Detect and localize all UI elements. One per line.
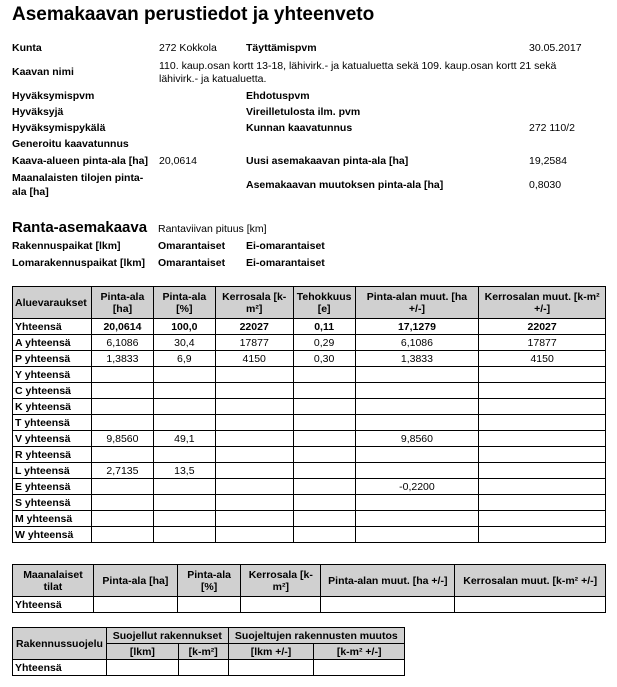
header-maanal-kerrosala: Kerrosala [k-m²] [241, 565, 321, 597]
row-label: L yhteensä [13, 463, 92, 479]
table-cell: 17,1279 [355, 319, 479, 335]
kaavan-nimi-line2: lähivirk.- ja katualuetta. [159, 73, 267, 85]
table-cell [479, 495, 606, 511]
rakennussuojelu-table [12, 627, 405, 676]
table-cell [215, 463, 293, 479]
table-cell [91, 495, 153, 511]
table-cell: 6,9 [153, 351, 215, 367]
kaavan-nimi-label: Kaavan nimi [12, 66, 74, 78]
table-cell [241, 597, 321, 613]
table-cell [314, 660, 405, 676]
table-cell [91, 527, 153, 543]
maanalaiset-table [12, 564, 606, 613]
hyvaksyja-label: Hyväksyjä [12, 106, 64, 118]
header-pinta-ala-ha: Pinta-ala [ha] [91, 287, 153, 319]
table-row [13, 335, 606, 351]
table-cell [293, 527, 355, 543]
hyvaksymispykala-label: Hyväksymispykälä [12, 122, 106, 134]
table-cell [153, 399, 215, 415]
row-label: P yhteensä [13, 351, 92, 367]
table-cell [91, 479, 153, 495]
vireilletulo-label: Vireilletulosta ilm. pvm [246, 106, 361, 118]
kaava-alueen-pinta-ala-value: 20,0614 [159, 155, 197, 167]
table-cell: 17877 [215, 335, 293, 351]
table-cell [355, 511, 479, 527]
table-cell: 6,1086 [355, 335, 479, 351]
header-pinta-ala-pct: Pinta-ala [%] [153, 287, 215, 319]
table-cell [293, 399, 355, 415]
header-suojellut-km2: [k-m²] [178, 644, 228, 660]
table-cell: 1,3833 [355, 351, 479, 367]
table-cell [355, 367, 479, 383]
table-cell: 49,1 [153, 431, 215, 447]
table-cell [215, 479, 293, 495]
table-row-total [13, 319, 606, 335]
header-muutos-lkm: [lkm +/-] [228, 644, 314, 660]
uusi-pinta-ala-value: 19,2584 [529, 155, 567, 167]
table-cell [215, 383, 293, 399]
table-cell [153, 447, 215, 463]
header-rakennussuojelu: Rakennussuojelu [13, 628, 107, 660]
table-cell [153, 367, 215, 383]
table-cell [91, 447, 153, 463]
row-label: V yhteensä [13, 431, 92, 447]
table-row [13, 351, 606, 367]
table-cell: 13,5 [153, 463, 215, 479]
muutos-pinta-ala-value: 0,8030 [529, 179, 562, 191]
table-row [13, 431, 606, 447]
table-cell [479, 511, 606, 527]
table-cell [355, 399, 479, 415]
table-cell [479, 431, 606, 447]
uusi-pinta-ala-label: Uusi asemakaavan pinta-ala [ha] [246, 155, 409, 167]
table-cell: 1,3833 [91, 351, 153, 367]
table-cell [479, 463, 606, 479]
row-label: K yhteensä [13, 399, 92, 415]
table-cell [355, 463, 479, 479]
header-muutos-km2: [k-m² +/-] [314, 644, 405, 660]
maanalaisten-label-2: ala [ha] [12, 186, 49, 198]
table-cell: 4150 [215, 351, 293, 367]
table-cell: 22027 [479, 319, 606, 335]
aluevaraukset-table [12, 286, 606, 543]
header-suojellut-rakennukset: Suojellut rakennukset [106, 628, 228, 644]
generoitu-kaavatunnus-label: Generoitu kaavatunnus [12, 138, 129, 150]
table-cell [293, 463, 355, 479]
table-cell [479, 527, 606, 543]
table-cell [215, 527, 293, 543]
table-cell [355, 415, 479, 431]
header-suojeltujen-muutos: Suojeltujen rakennusten muutos [228, 628, 404, 644]
table-cell [215, 415, 293, 431]
tayttamispvm-value: 30.05.2017 [529, 42, 582, 54]
table-cell [479, 383, 606, 399]
rakennuspaikat-ei-omarantaiset: Ei-omarantaiset [246, 240, 325, 252]
header-maanal-pinta-ala-pct: Pinta-ala [%] [177, 565, 240, 597]
table-cell [215, 367, 293, 383]
header-maanal-pinta-ala-ha: Pinta-ala [ha] [93, 565, 177, 597]
table-cell: 9,8560 [355, 431, 479, 447]
table-cell: 0,11 [293, 319, 355, 335]
table-cell [293, 383, 355, 399]
table-cell [479, 399, 606, 415]
table-cell [215, 511, 293, 527]
row-label: S yhteensä [13, 495, 92, 511]
row-label: A yhteensä [13, 335, 92, 351]
table-cell [153, 511, 215, 527]
maanal-total-row [13, 597, 606, 613]
header-maanalaiset-tilat: Maanalaiset tilat [13, 565, 94, 597]
table-cell: 9,8560 [91, 431, 153, 447]
table-cell [293, 367, 355, 383]
table-cell [91, 415, 153, 431]
table-cell [215, 431, 293, 447]
table-cell [178, 660, 228, 676]
table-cell [479, 367, 606, 383]
header-kerrosalan-muut: Kerrosalan muut. [k-m² +/-] [479, 287, 606, 319]
table-row [13, 495, 606, 511]
page-title: Asemakaavan perustiedot ja yhteenveto [12, 4, 375, 25]
row-label: T yhteensä [13, 415, 92, 431]
table-cell [293, 431, 355, 447]
table-cell [355, 447, 479, 463]
table-cell: 4150 [479, 351, 606, 367]
kunnan-kaavatunnus-value: 272 110/2 [529, 122, 575, 134]
row-label: R yhteensä [13, 447, 92, 463]
table-row [13, 399, 606, 415]
table-cell [355, 527, 479, 543]
header-suojellut-lkm: [lkm] [106, 644, 178, 660]
maanalaisten-label-1: Maanalaisten tilojen pinta- [12, 172, 144, 184]
table-cell [321, 597, 455, 613]
table-cell: -0,2200 [355, 479, 479, 495]
table-cell [91, 399, 153, 415]
lomarakennuspaikat-omarantaiset: Omarantaiset [158, 257, 226, 269]
table-cell: 6,1086 [91, 335, 153, 351]
tayttamispvm-label: Täyttämispvm [246, 42, 317, 54]
table-cell [479, 415, 606, 431]
table-cell [228, 660, 314, 676]
table-row [13, 479, 606, 495]
kunta-label: Kunta [12, 42, 42, 54]
header-maanal-pinta-alan-muut: Pinta-alan muut. [ha +/-] [321, 565, 455, 597]
ehdotuspvm-label: Ehdotuspvm [246, 90, 310, 102]
table-row [13, 367, 606, 383]
table-cell: 2,7135 [91, 463, 153, 479]
muutos-pinta-ala-label: Asemakaavan muutoksen pinta-ala [ha] [246, 179, 444, 191]
table-cell: 20,0614 [91, 319, 153, 335]
rantaviiva-label: Rantaviivan pituus [km] [158, 223, 267, 235]
table-cell: 30,4 [153, 335, 215, 351]
row-label: Y yhteensä [13, 367, 92, 383]
suojelu-total-row [13, 660, 405, 676]
header-maanal-kerrosalan-muut: Kerrosalan muut. [k-m² +/-] [455, 565, 606, 597]
table-cell [479, 447, 606, 463]
table-cell [106, 660, 178, 676]
rakennuspaikat-label: Rakennuspaikat [lkm] [12, 240, 121, 252]
header-tehokkuus: Tehokkuus [e] [293, 287, 355, 319]
lomarakennuspaikat-label: Lomarakennuspaikat [lkm] [12, 257, 146, 269]
suojelu-row-label: Yhteensä [13, 660, 107, 676]
row-label: C yhteensä [13, 383, 92, 399]
kunnan-kaavatunnus-label: Kunnan kaavatunnus [246, 122, 353, 134]
table-cell: 22027 [215, 319, 293, 335]
table-cell [153, 383, 215, 399]
ranta-title: Ranta-asemakaava [12, 219, 148, 236]
header-pinta-alan-muut: Pinta-alan muut. [ha +/-] [355, 287, 479, 319]
rakennuspaikat-omarantaiset: Omarantaiset [158, 240, 226, 252]
row-label: M yhteensä [13, 511, 92, 527]
row-label: Yhteensä [13, 319, 92, 335]
table-cell [91, 511, 153, 527]
table-cell [93, 597, 177, 613]
table-cell: 0,30 [293, 351, 355, 367]
table-cell [91, 367, 153, 383]
table-cell [355, 383, 479, 399]
table-row [13, 527, 606, 543]
kaavan-nimi-line1: 110. kaup.osan kortt 13-18, lähivirk.- ja katualuetta sekä 109. kaup.osan kortt 21 sekä [159, 60, 557, 72]
table-cell [293, 415, 355, 431]
row-label: W yhteensä [13, 527, 92, 543]
row-label: E yhteensä [13, 479, 92, 495]
table-cell [293, 495, 355, 511]
lomarakennuspaikat-ei-omarantaiset: Ei-omarantaiset [246, 257, 325, 269]
table-cell [479, 479, 606, 495]
table-cell [153, 527, 215, 543]
table-cell: 0,29 [293, 335, 355, 351]
table-cell [215, 447, 293, 463]
hyvaksymispvm-label: Hyväksymispvm [12, 90, 95, 102]
table-cell [153, 495, 215, 511]
table-cell: 100,0 [153, 319, 215, 335]
table-cell [293, 511, 355, 527]
table-row [13, 447, 606, 463]
maanal-row-label: Yhteensä [13, 597, 94, 613]
table-cell [153, 479, 215, 495]
table-cell [215, 495, 293, 511]
table-cell [153, 415, 215, 431]
header-kerrosala: Kerrosala [k-m²] [215, 287, 293, 319]
table-cell [177, 597, 240, 613]
table-row [13, 383, 606, 399]
table-cell: 17877 [479, 335, 606, 351]
table-cell [293, 479, 355, 495]
kunta-value: 272 Kokkola [159, 42, 217, 54]
kaava-alueen-pinta-ala-label: Kaava-alueen pinta-ala [ha] [12, 155, 148, 167]
table-row [13, 463, 606, 479]
table-cell [355, 495, 479, 511]
header-aluevaraukset: Aluevaraukset [13, 287, 92, 319]
table-cell [293, 447, 355, 463]
table-row [13, 511, 606, 527]
table-cell [91, 383, 153, 399]
table-cell [215, 399, 293, 415]
table-cell [455, 597, 606, 613]
table-row [13, 415, 606, 431]
